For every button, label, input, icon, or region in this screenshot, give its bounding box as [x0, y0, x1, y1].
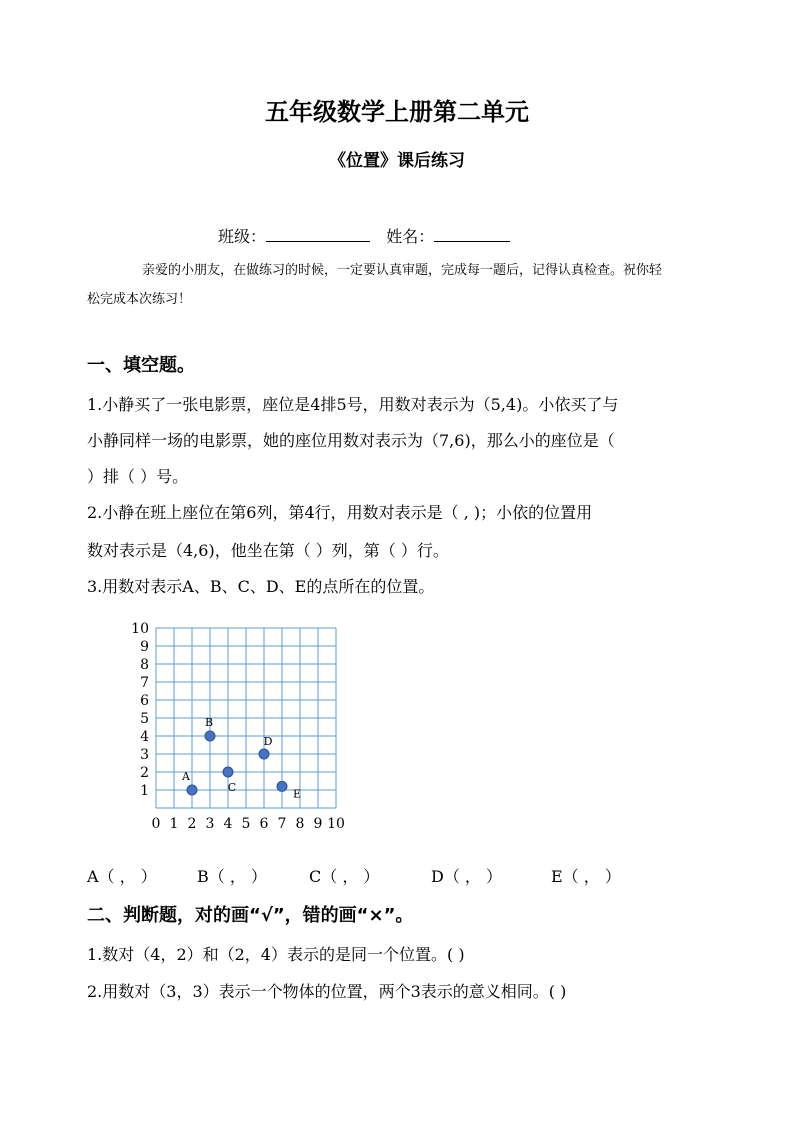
page-subtitle: 《位置》课后练习: [329, 151, 465, 171]
grid-points: [181, 716, 301, 800]
x-tick-label: 1: [169, 816, 179, 832]
question-3: 3.用数对表示A、B、C、D、E的点所在的位置。: [87, 577, 435, 596]
x-tick-label: 10: [327, 816, 345, 832]
x-tick-label: 4: [223, 816, 233, 832]
class-label: 班级：: [218, 227, 267, 246]
answer-d[interactable]: D（ ， ）: [431, 867, 503, 886]
answer-a[interactable]: A（ ， ）: [87, 867, 157, 886]
y-tick-label: 9: [140, 639, 149, 655]
question-2-line-2: 数对表示是（4,6)，他坐在第（ ）列，第（ ）行。: [87, 541, 449, 560]
coordinate-grid: [120, 612, 360, 837]
point-label-a: A: [182, 770, 190, 783]
x-tick-label: 7: [277, 816, 287, 832]
y-tick-label: 6: [140, 693, 149, 709]
question-1-line-3: ）排（ ）号。: [87, 467, 189, 486]
x-axis-ticks: [152, 816, 345, 832]
point-e: [277, 781, 287, 791]
point-d: [259, 749, 269, 759]
intro-line-1: 亲爱的小朋友，在做练习的时候，一定要认真审题，完成每一题后，记得认真检查。祝你轻: [142, 263, 663, 278]
section-2-heading: 二、判断题，对的画“√”，错的画“×”。: [87, 905, 414, 926]
name-label: 姓名：: [386, 227, 435, 246]
judge-question-2: 2.用数对（3，3）表示一个物体的位置，两个3表示的意义相同。( ): [87, 982, 567, 1001]
y-tick-label: 10: [131, 621, 149, 637]
y-tick-label: 7: [140, 675, 149, 691]
question-1-line-2: 小静同样一场的电影票，她的座位用数对表示为（7,6)，那么小的座位是（: [87, 431, 615, 450]
y-tick-label: 8: [140, 657, 149, 673]
question-2-line-1: 2.小静在班上座位在第6列，第4行，用数对表示是（ , )；小依的位置用: [87, 503, 593, 522]
page-title: 五年级数学上册第二单元: [265, 98, 529, 126]
point-label-b: B: [204, 716, 214, 729]
point-a: [187, 785, 197, 795]
y-tick-label: 4: [140, 729, 149, 745]
name-blank[interactable]: [434, 225, 510, 242]
x-tick-label: 5: [241, 816, 251, 832]
x-tick-label: 9: [313, 816, 323, 832]
point-c: [223, 767, 233, 777]
point-b: [205, 731, 215, 741]
point-label-c: C: [227, 781, 237, 794]
judge-question-1: 1.数对（4，2）和（2，4）表示的是同一个位置。( ): [87, 945, 465, 964]
section-1-heading: 一、填空题。: [87, 355, 195, 376]
y-axis-ticks: [131, 621, 149, 799]
y-tick-label: 5: [140, 711, 149, 727]
answer-e[interactable]: E（ ， ）: [551, 867, 621, 886]
y-tick-label: 1: [140, 783, 149, 799]
answer-b[interactable]: B（ ， ）: [197, 867, 267, 886]
x-tick-label: 8: [295, 816, 305, 832]
point-label-e: E: [292, 787, 302, 801]
point-label-d: D: [263, 735, 273, 748]
question-1-line-1: 1.小静买了一张电影票，座位是4排5号，用数对表示为（5,4)。小依买了与: [87, 395, 619, 414]
x-tick-label: 3: [205, 816, 215, 832]
x-tick-label: 6: [259, 816, 269, 832]
student-info: [218, 224, 510, 247]
x-tick-label: 0: [151, 816, 161, 832]
answer-c[interactable]: C（ ， ）: [309, 867, 380, 886]
y-tick-label: 2: [140, 765, 149, 781]
intro-line-2: 松完成本次练习！: [87, 292, 192, 307]
y-tick-label: 3: [140, 747, 149, 763]
class-blank[interactable]: [266, 225, 370, 242]
x-tick-label: 2: [187, 816, 197, 832]
